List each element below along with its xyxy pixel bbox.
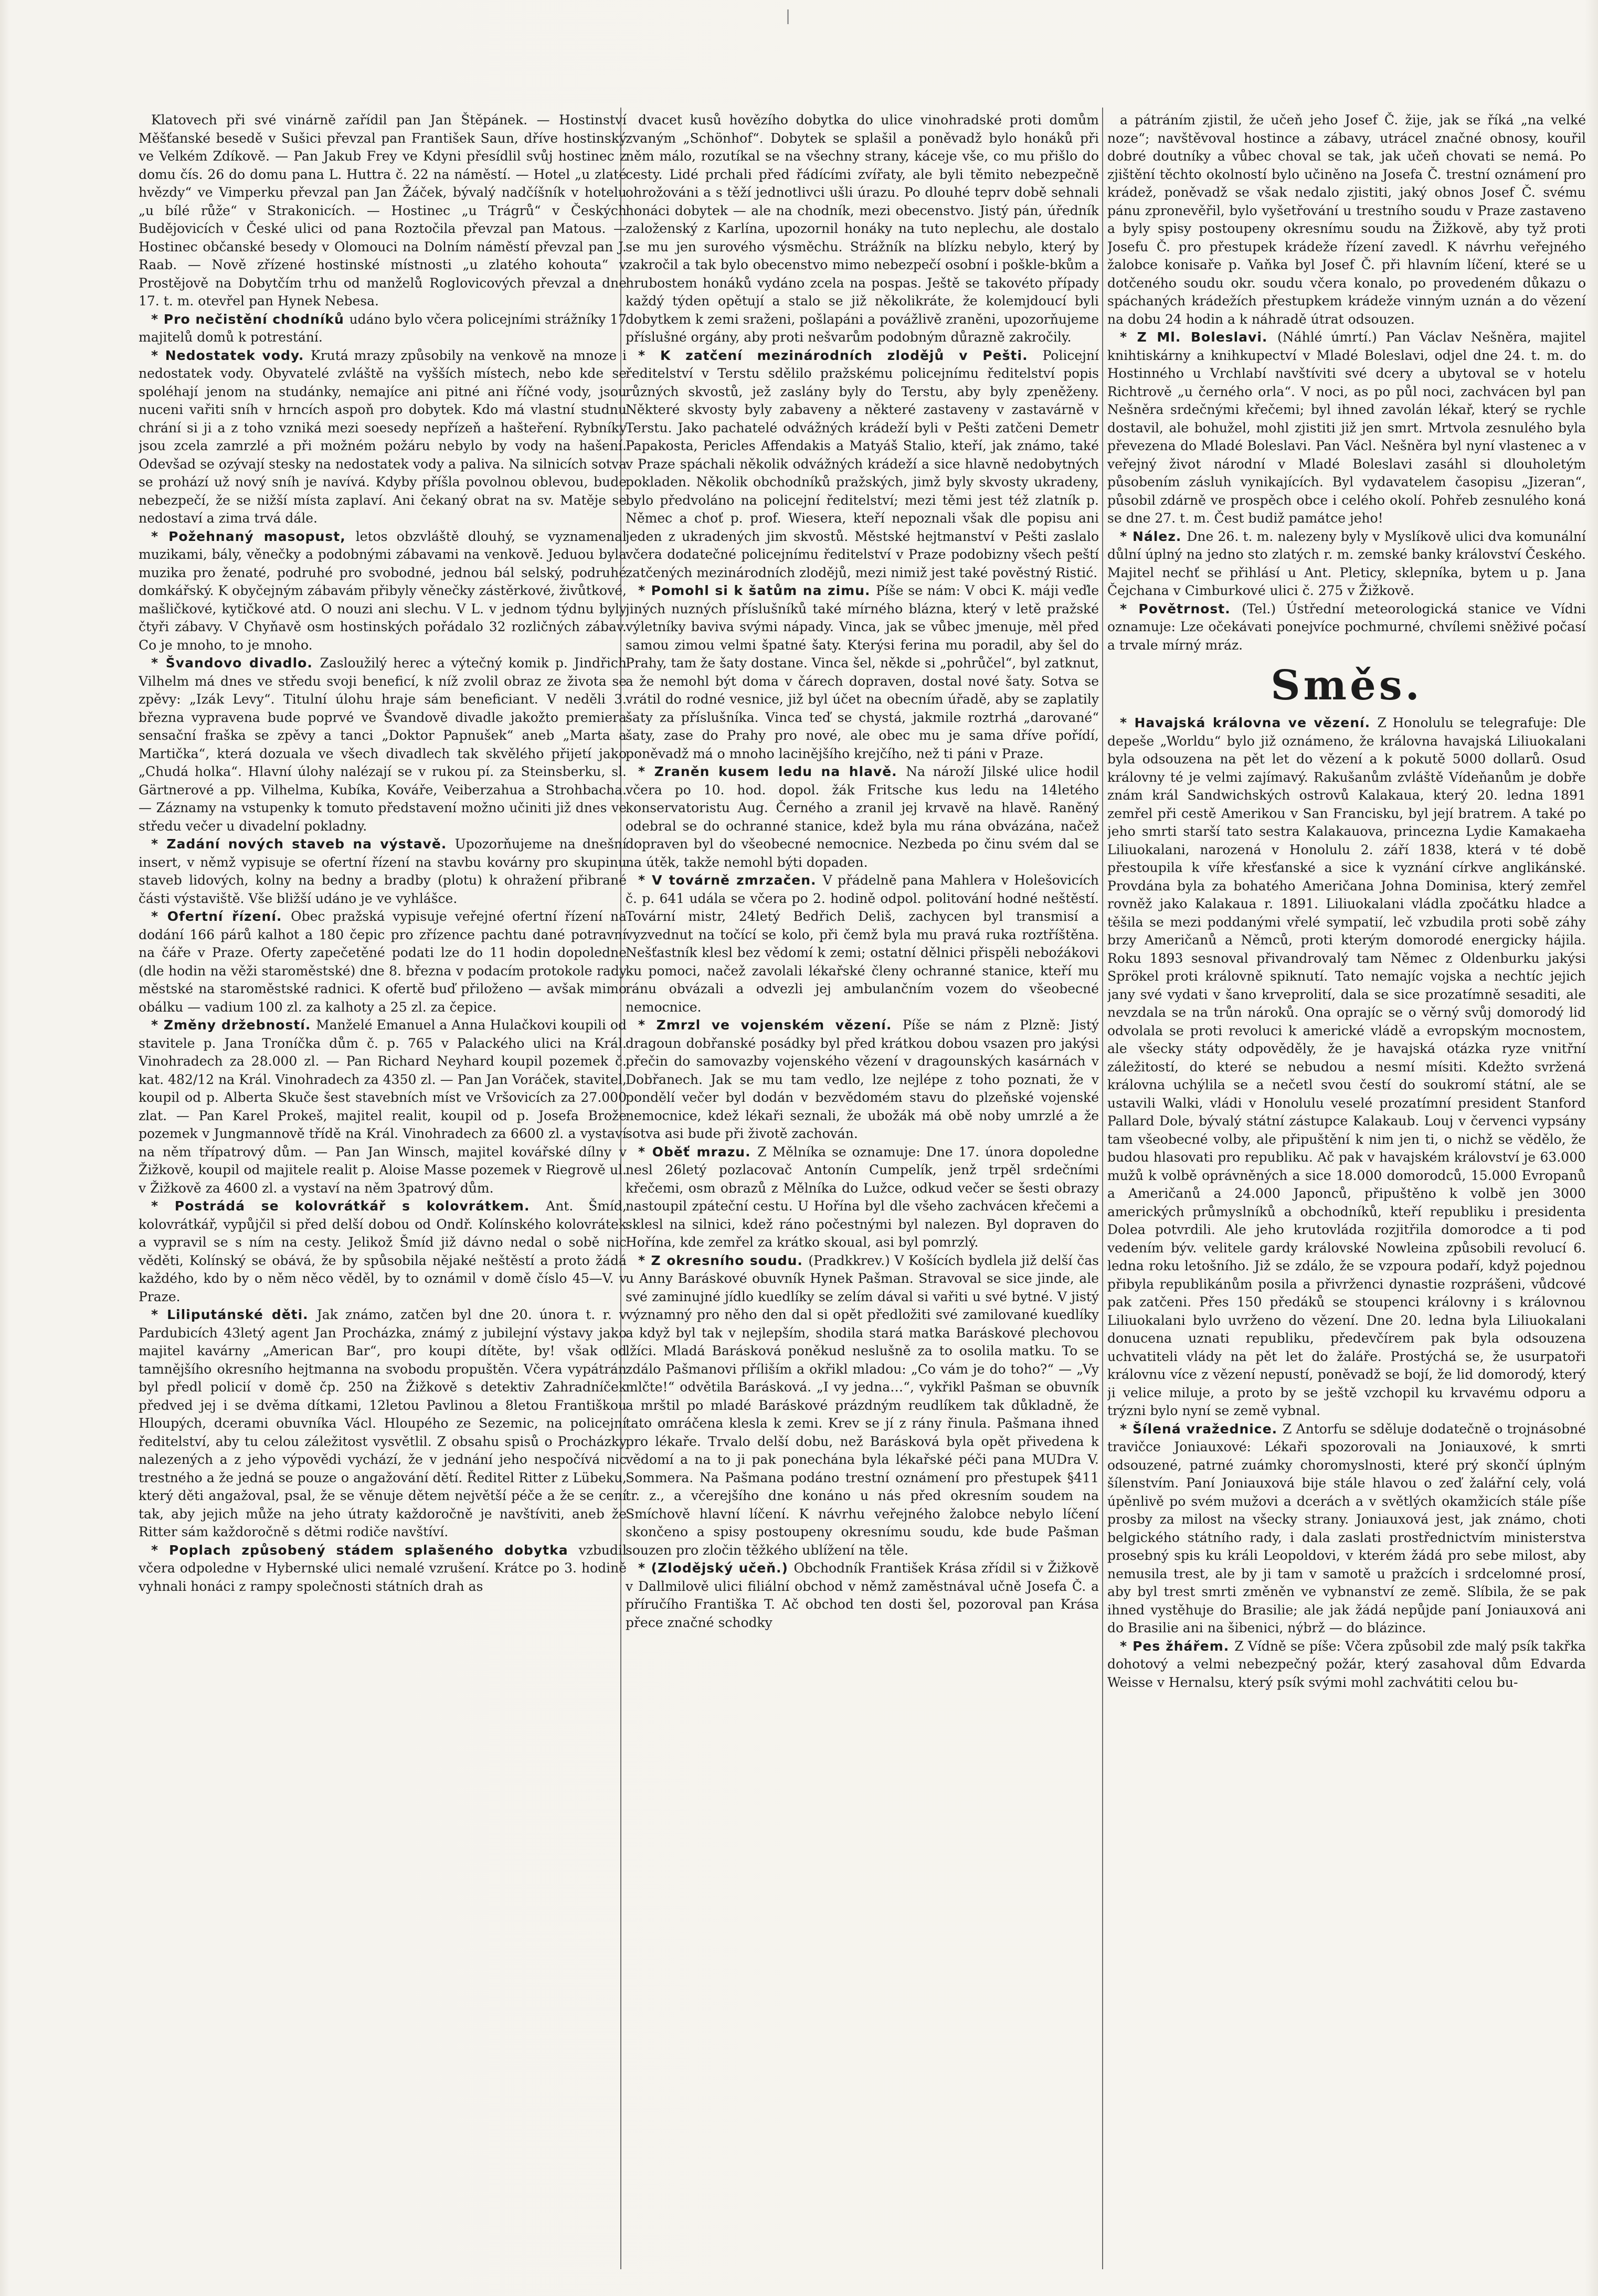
article-headline: * Z okresního soudu.	[638, 1252, 809, 1268]
article-body: a pátráním zjistil, že učeň jeho Josef Č. žije, jak se říká „na velké noze“; navštěvoval hostince a zábavy, utrácel značné obnosy, kouřil dobré doutníky a vůbec choval se tak, jak učeň chovati se nemá. Po zjištění těchto okolností bylo učiněno na Josefa Č. trestní oznámení pro krádež, poněvadž se však nedalo zjistiti, jaký obnos Josef Č. svému pánu zpronevěřil, bylo vyšetřování u trestního soudu v Praze zastaveno a byly spisy postoupeny okresnímu soudu na Žižkově, aby tyž proti Josefu Č. pro přestupek krádeže řízení zavedl. K návrhu veřejného žalobce konisaře p. Vaňka byl Josef Č. při hlavním líčení, které se u dotčeného soudu okr. soudu včera konalo, po provedeném důkazu o spáchaných krádežích přestupkem krádeže vinným uznán a do vězení na dobu 24 hodin a k náhradě útrat odsouzen.	[1107, 112, 1586, 327]
article-body: Obchodník František Krása zřídil si v Žižkově v Dallmilově ulici filiální obchod v němž zaměstnával učně Josefa Č. a příručího Františka T. Ač obchod ten dosti šel, pozoroval pan Krása přece značné schodky	[626, 1560, 1099, 1630]
article-body: Dne 26. t. m. nalezeny byly v Myslíkově ulici dva komunální důlní úplný na jedno sto zlatých r. m. zemské banky království Českého. Majitel nechť se přihlásí u Ant. Pleticy, sklepníka, bytem u p. Jana Čejchana v Cimburkové ulici č. 275 v Žižkově.	[1107, 528, 1586, 598]
article-paragraph	[626, 111, 1099, 347]
article-paragraph	[626, 1252, 1099, 1560]
article-headline: * Švandovo divadlo.	[151, 655, 320, 671]
article-paragraph	[139, 1542, 627, 1596]
article-headline: * V továrně zmrzačen.	[638, 873, 823, 888]
article-body: vzbudil včera odpoledne v Hybernské ulici nemalé vzrušení. Krátce po 3. hodině vyhnali honáci z rampy společnosti státních drah as	[139, 1542, 627, 1594]
article-paragraph	[626, 1143, 1099, 1252]
column-1	[139, 111, 627, 2268]
article-body: Na nároží Jilské ulice hodil včera po 10. hod. dopol. žák Fritsche kus ledu na 14letého konservatoristu Aug. Černého a zranil jej krvavě na hlavě. Raněný odebral se do ochranné stanice, kdež byla mu rána obvázána, načež dopraven byl do všeobecné nemocnice. Nezbeda po činu svém dal se na útěk, takže nemohl býti dopaden.	[626, 764, 1099, 870]
article-headline: * Nález.	[1120, 528, 1187, 544]
article-paragraph	[139, 1016, 627, 1197]
article-paragraph	[139, 654, 627, 835]
article-paragraph	[1107, 714, 1586, 1420]
article-body: Manželé Emanuel a Anna Hulačkovi koupili od stavitele p. Jana Troníčka dům č. p. 765 v Palackého ulici na Král. Vinohradech za 28.000 zl. — Pan Richard Neyhard koupil pozemek č. kat. 482/12 na Král. Vinohradech za 4350 zl. — Pan Jan Voráček, stavitel, koupil od p. Alberta Skuče šest stavebních míst ve Vršovicích za 27.000 zlat. — Pan Karel Prokeš, majitel realit, koupil od p. Josefa Brože pozemek v Jungmannově třídě na Král. Vinohradech za 6600 zl. a vystaví na něm třípatrový dům. — Pan Jan Winsch, majitel kovářské dílny v Žižkově, koupil od majitele realit p. Aloise Masse pozemek v Riegrově ul. v Žižkově za 4600 zl. a vystaví na něm 3patrový dům.	[139, 1017, 627, 1196]
article-paragraph	[139, 908, 627, 1016]
article-headline: * Pes žhářem.	[1120, 1638, 1235, 1654]
article-headline: * Zadání nových staveb na výstavě.	[151, 836, 455, 852]
article-headline: * Povětrnost.	[1120, 601, 1242, 616]
article-paragraph	[1107, 528, 1586, 600]
article-body: Zasloužilý herec a výtečný komik p. Jindřich Vilhelm má dnes ve středu svoji beneficí, k níž zvolil obraz ze života se zpěvy: „Izák Levy“. Titulní úlohu hraje sám beneficiant. V neděli 3. března vypravena bude poprvé ve Švandově divadle jakožto premiera sensační fraška se zpěvy a tanci „Doktor Papnušek“ aneb „Marta a Martička“, která dozuala ve všech divadlech tak skvělého přijetí jako „Chudá holka“. Hlavní úlohy nalézají se v rukou pí. za Steinsberku, sl. Gärtnerové a pp. Vilhelma, Kubíka, Kováře, Veiberzahua a Strohbacha. — Záznamy na vstupenky k tomuto představení možno učiniti již dnes ve středu večer u divadelní pokladny.	[139, 655, 627, 834]
article-headline: * (Zlodějský učeň.)	[638, 1560, 794, 1576]
article-paragraph	[626, 871, 1099, 1016]
article-body: Upozorňujeme na dnešní insert, v němž vypisuje se ofertní řízení na stavbu kovárny pro skupinu staveb lidových, kolny na bedny a bradby (plotu) k ohražení přibrané části výstaviště. Vše bližší udáno je ve vyhlášce.	[139, 836, 627, 906]
article-paragraph	[626, 347, 1099, 582]
article-paragraph	[626, 582, 1099, 763]
article-paragraph	[139, 311, 627, 347]
article-paragraph	[139, 347, 627, 528]
article-paragraph	[139, 1197, 627, 1306]
article-body: Z Antorfu se sděluje dodatečně o trojnásobné travičce Joniauxové: Lékaři spozorovali na Joniauxové, k smrti odsouzené, patrné zuámky choromyslnosti, které prý skončí úplným šílenstvím. Paní Joniauxová bije stále hlavou o zeď žalářní cely, volá úpěnlivě po svém mužovi a dcerách a v světlých okamžicích stále píše prosby za milost na všecky strany. Joniauxová jest, jak známo, choti belgického státního rady, i dala zaslati prostřednictvím ministerstva prosebný spis ku králi Leopoldovi, v kterém žádá pro sebe milost, aby nemusila trest, ale by ji tam v samotě u pražcích i srdcelomné prosí, aby byl trest smrti změněn ve vybnanství ze země. Slíbila, že se pak ihned vystěhuje do Brasilie; ale jak žádá nepůjde paní Joniauxová ani do Brasilie ani na šibenici, nýbrž — do blázince.	[1107, 1421, 1586, 1635]
article-headline: * Zraněn kusem ledu na hlavě.	[638, 764, 906, 779]
scan-mark	[787, 9, 789, 24]
article-paragraph	[626, 1016, 1099, 1143]
article-body: Klatovech při své vinárně zařídil pan Jan Štěpánek. — Hostinství Měšťanské besedě v Sušici převzal pan František Saun, dříve hostinský ve Velkém Zdíkově. — Pan Jakub Frey ve Kdyni přesídlil svůj hostinec z domu čís. 26 do domu pana L. Huttra č. 22 na náměstí. — Hotel „u zlaté hvězdy“ ve Vimperku převzal pan Jan Žáček, bývalý nadčíšník v hotelu „u bílé růže“ v Strakonicích. — Hostinec „u Trágrů“ v Českých Budějovicích v České ulici od pana Roztočila převzal pan Matous. — Hostinec občanské besedy v Olomouci na Dolním náměstí převzal pan J. Raab. — Nově zřízené hostinské místnosti „u zlatého kohouta“ v Prostějově na Dobytčím trhu od manželů Roglovicových převzal a dne 17. t. m. otevřel pan Hynek Nebesa.	[139, 112, 627, 309]
article-body: udáno bylo včera policejními strážníky 17 majitelů domů k potrestání.	[139, 311, 627, 345]
article-body: Jak známo, zatčen byl dne 20. února t. r. v Pardubicích 43letý agent Jan Procházka, známý z jubilejní výstavy jako majitel kavárny „American Bar“, pro koupi dítěte, by! však od tamnějšího okresního hejtmanna na svobodu propuštěn. Včera vypátrán byl předl policií v domě čp. 250 na Žižkově s detektiv Zahradníček předved jej i se dvěma dítkami, 12letou Pavlinou a 8letou Františkou Hloupých, dcerami obuvníka Václ. Hloupého ze Sezemic, na policejní ředitelství, aby tu celou záležitost vysvětlil. Z obsahu spisů o Procházky nalezených a z jeho výpovědi vychází, že v jednání jeho nespočívá nic trestného a že jedná se pouze o angažování dětí. Ředitel Ritter z Lübeku, který děti angažoval, psal, že se věnuje dětem největší péče a že se cení tak, aby jejich může na jeho útraty každoročně je navštíviti, aneb že Ritter sám každoročně s dětmi rodiče navštíví.	[139, 1307, 627, 1539]
article-paragraph	[139, 111, 627, 311]
article-body: Obec pražská vypisuje veřejné ofertní řízení na dodání 166 párů kalhot a 180 čepic pro zřízence pachtu dané potravní na čáře v Praze. Oferty zapečetěné podati lze do 11 hodin dopoledne (dle hodin na věži staroměstské) dne 8. března v podacím protokole rady městské na staroměstské radnici. K ofertě buď přiloženo — avšak mimo obálku — vadium 100 zl. za kalhoty a 25 zl. za čepice.	[139, 909, 627, 1015]
article-headline: * Požehnaný masopust,	[151, 528, 356, 544]
article-headline: * Oběť mrazu.	[638, 1144, 758, 1160]
article-paragraph	[1107, 111, 1586, 328]
article-headline: * Zmrzl ve vojenském vězení.	[638, 1017, 903, 1033]
article-body: (Tel.) Ústřední meteorologická stanice ve Vídni oznamuje: Lze očekávati ponejvíce pochmurné, chvílemi sněživé počasí a trvale mírný mráz.	[1107, 601, 1586, 653]
column-rule	[1102, 108, 1103, 2269]
section-heading: Směs.	[1271, 662, 1423, 709]
article-body: Píše se nám z Plzně: Jistý dragoun dobřanské posádky byl před krátkou dobou vsazen pro jakýsi přečin do samovazby vojenského vězení v dragounských kasárnách v Dobřanech. Jak se mu tam vedlo, lze nejlépe z toho poznati, že v pondělí večer byl dodán v bezvědomém stavu do plzeňské vojenské nemocnice, kdež lékaři seznali, že ubožák má obě noby umrzlé a že sotva asi bude při životě zachován.	[626, 1017, 1099, 1141]
article-paragraph	[139, 1306, 627, 1542]
article-paragraph	[626, 1559, 1099, 1632]
article-headline: * Šílená vražednice.	[1120, 1421, 1283, 1437]
article-body: Policejní ředitelství v Terstu sdělilo pražskému policejnímu ředitelství popis různých skvostů, jež zaslány byly do Terstu, aby byly zpeněženy. Některé skvosty byly zabaveny a některé zastaveny v zastavárně v Terstu. Jako pachatelé odvážných krádeží byli v Pešti zatčeni Demetr Papakosta, Pericles Affendakis a Matyáš Stalio, kteří, jak známo, také v Praze spáchali několik odvážných krádeží a sice hlavně nedobytných pokladen. Několik obchodníků pražských, jimž byly skvosty ukradeny, bylo předvoláno na policejní ředitelství; mezi těmi jest též zlatník p. Němec a choť p. prof. Wiesera, kteří nepoznali však dle popisu ani jeden z ukradených jim skvostů. Městské hejtmanství v Pešti zaslalo včera dodatečné policejnímu ředitelství v Praze podobizny všech peští zatčených mezinárodních zlodějů, mezi nimiž jest také pověstný Ristić.	[626, 347, 1099, 580]
article-body: V přádelně pana Mahlera v Holešovicích č. p. 641 udála se včera po 2. hodině odpol. politování hodné neštěstí. Tovární mistr, 24letý Bedřich Deliš, zachycen byl transmisí a vyzvednut na točící se kolo, při čemž byla mu pravá ruka roztříštěna. Nešťastník klesl bez vědomí k zemi; ostatní dělnici přispěli neboźákovi ku pomoci, načež zavolali lékařské členy ochranné stanice, kteří mu ránu obvázali a odvezli jej ambulančním vozem do všeobecné nemocnice.	[626, 873, 1099, 1015]
article-paragraph	[1107, 1638, 1586, 1692]
article-headline: * Ofertní řízení.	[151, 909, 291, 924]
article-headline: * Postrádá se kolovrátkář s kolovrátkem.	[151, 1198, 546, 1214]
article-paragraph	[139, 528, 627, 655]
article-paragraph	[1107, 600, 1586, 655]
article-paragraph	[1107, 328, 1586, 528]
article-paragraph	[139, 835, 627, 908]
article-body: Ant. Šmíd, kolovrátkář, vypůjčil si před delší dobou od Ondř. Kolínského kolovrátek a vypravil se s ním na cesty. Jelikož Šmíd již dávno nedal o sobě nic věděti, Kolínský se obává, že by spůsobila nějaké neštěstí a proto žádá každého, kdo by o něm něco věděl, by to oznámil v domě číslo 45—V. v Praze.	[139, 1198, 627, 1304]
article-headline: * Poplach způsobený stádem splašeného dobytka	[151, 1542, 579, 1558]
article-body: Z Mělníka se oznamuje: Dne 17. února dopoledne nesl 26letý pozlacovač Antonín Cumpelík, jenž trpěl srdečními křečemi, osm obrazů z Mělníka do Lužce, odkud večer se šesti obrazy nastoupil zpáteční cestu. U Hořína byl dle všeho zachvácen křečemi a sklesl na silnici, kdež ráno počestnými byl nalezen. Byl dopraven do Hořína, kde zemřel za krátko skoual, asi byl pomrzlý.	[626, 1144, 1099, 1250]
article-paragraph	[626, 763, 1099, 871]
article-headline: * Liliputánské děti.	[151, 1307, 317, 1322]
column-2	[626, 111, 1099, 2268]
article-body: (Pradkkrev.) V Košících bydlela již delší čas u Anny Baráskové obuvník Hynek Pašman. Stravoval se sice jinde, ale své zaminujné jídlo kuedlíky se zelím dával si vařiti u své bytné. V jistý významný pro něho den dal si opět předložiti své zamilované kuedlíky a když byl tak v nejlepším, shodila stará matka Baráskové plechovou lžíci. Mladá Barásková poněkud neslušně za to osolila matku. To se zdálo Pašmanovi příliším a okřikl mladou: „Co vám je do toho?“ — „Vy mlčte!“ odvětila Barásková. „I vy jedna…“, vykřikl Pašman se obuvník a mrštil po mladé Baráskové prázdným reudlíkem tak důkladně, že tato omráčena klesla k zemi. Krev se jí z rány řinula. Pašmana ihned pro lékaře. Trvalo delší dobu, než Barásková byla opět přivedena k vědomí a na to ji pak ponechána byla lékařské péči pana MUDra V. Sommera. Na Pašmana podáno trestní oznámení pro přestupek §411 tr. z., a včerejšího dne konáno u nás před okresním soudem na Smíchově hlavní líčení. K návrhu veřejného žalobce nebylo líčení skončeno a spisy postoupeny okresnímu soudu, kde bude Pašman souzen pro zločin těžkého ublížení na těle.	[626, 1252, 1099, 1558]
article-body: letos obzvláště dlouhý, se vyznamenal muzikami, bály, věnečky a podobnými zábavami na venkově. Jeduou byla muzika pro ženaté, podruhé pro svobodné, jednou bál selský, podruhé domkářský. K obyčejným zábavám přibyly věnečky zástěrkové, živůtkové, mašličkové, kytičkové atd. O nouzi ani slechu. V L. v jednom týdnu byly čtyři zábavy. V Chyňavě osm hostinských pořádalo 32 rozličných zábav. Co je mnoho, to je mnoho.	[139, 528, 627, 653]
article-headline: * K zatčení mezinárodních zlodějů v Pešti.	[638, 347, 1043, 363]
article-body: Z Vídně se píše: Včera způsobil zde malý psík takřka dohotový a velmi nebezpečný požár, který zasahoval dům Edvarda Weisse v Hernalsu, který psík svými mohl zachvátiti celou bu-	[1107, 1638, 1586, 1690]
column-3	[1107, 111, 1586, 2268]
article-headline: * Pro nečistění chodníků	[151, 311, 350, 327]
article-headline: * Havajská královna ve vězení.	[1120, 715, 1378, 730]
article-headline: * Změny držebností.	[151, 1017, 316, 1033]
article-body: Píše se nám: V obci K. máji veďle jiných nuzných příslušníků také mírného blázna, který v letě pražské výletníky baviva svými nápady. Vinca, jak se vůbec jmenuje, měl před samou zimou velmi špatné šaty. Kterýsi ferina mu poradil, aby šel do Prahy, tam že šaty dostane. Vinca šel, někde si „pohrůčel“, byl zatknut, a že nemohl být doma v čárech dopraven, dostal nové šaty. Sotva se vrátil do rodné vesnice, již byl účet na obecním úřadě, aby se zaplatily šaty za příslušníka. Vinca teď se chystá, jakmile roztrhá „darované“ šaty, zase do Prahy pro nové, ale obec mu je sama dříve pořídí, poněvadž má o mnoho lacinějšího krejčího, než ti páni v Praze.	[626, 583, 1099, 761]
article-headline: * Nedostatek vody.	[151, 347, 311, 363]
article-headline: * Pomohl si k šatům na zimu.	[638, 583, 876, 598]
article-body: dvacet kusů hovězího dobytka do ulice vinohradské proti domům zvaným „Schönhof“. Dobytek se splašil a poněvadž bylo honáků při něm málo, rozutíkal se na všechny strany, káceje vše, co mu přišlo do cesty. Lidé prchali před řádícími zvířaty, ale byli těmito nebezpečně ohrožováni a s těží jednotlivci ušli úrazu. Po dlouhé teprv době sehnali honáci dobytek — ale na chodník, mezi obecenstvo. Jistý pán, úředník založenský z Karlína, upozornil honáky na tuto neplechu, ale dostalo se mu jen surového výsměchu. Strážník na blízku nebylo, který by zakročil a tak bylo obecenstvo mimo nebezpečí osobní i poškle-bkům a hrubostem honáků vydáno zcela na pospas. Ještě se takovéto případy každý týden opětují a stalo se již několikráte, že kolemjdoucí byli dobytkem k zemi sraženi, pošlapáni a povážlivě zraněni, upozorňujeme příslušné orgány, aby proti nešvarům podobným důrazně zakročily.	[626, 112, 1099, 345]
article-paragraph	[1107, 1420, 1586, 1638]
article-body: (Náhlé úmrtí.) Pan Václav Nešněra, majitel knihtiskárny a knihkupectví v Mladé Boleslavi, odjel dne 24. t. m. do Hostinného u Vrchlabí navštíviti své dcery a ubytoval se v hotelu Richtrově „u černého orla“. V noci, as po půl noci, zachvácen byl pan Nešněra srdečnými křečemi; byl ihned zavolán lékař, který se rychle dostavil, ale bohužel, mohl zjistiti již jen smrt. Mrtvola zesnulého byla převezena do Mladé Boleslavi. Pan Václ. Nešněra byl nyní vlastenec a v veřejný život národní v Mladé Boleslavi zasáhl si dlouholetým působením zásluh vynikajících. Byl vydavatelem časopisu „Jizeran“, působil zdárně ve prospěch obce i celého okolí. Pohřeb zesnulého koná se dne 27. t. m. Čest budiž památce jeho!	[1107, 329, 1586, 526]
article-headline: * Z Ml. Boleslavi.	[1120, 329, 1278, 345]
article-body: Z Honolulu se telegrafuje: Dle depeše „Worldu“ bylo již oznámeno, že královna havajská Liliuokalani byla odsouzena na pět let do vězení a k pokutě 5000 dollarů. Osud královny té je velmi zajímavý. Rakušanům zvláště Vídeňanům je dobře znám král Sandwichských ostrovů Kalakaua, který 20. ledna 1891 zemřel při cestě Amerikou v San Francisku, byl její bratrem. A také po jeho smrti starší tato sestra Kalakauova, princezna Lydie Kamakaeha Liliuokalani, narozená v Honolulu 2. září 1838, která v té době přestoupila k víře křesťanské a sice k vyznání církve anglikánské. Provdána byla za bohatého Američana Johna Dominisa, který zemřel rovněž jako Kalakaua r. 1891. Liliuokalani vládla zpočátku hladce a těšila se mezi poddanými vřelé sympatií, leč vzbudila proti sobě záhy brzy Američanů a Němců, proti kterým domorodé energicky hájila. Roku 1893 sesnoval přivandrovalý tam Němec z Oldenburku jakýsi Sprökel proti královně spiknutí. Tato nemajíc vojska a nechtíc jejich jany své vydati v šano krveprolití, dala se sice prozatímně sesaditi, ale nevzdala se na trůn nároků. Ona oprajíc se o věrný svůj domorodý lid odvolala se proti revoluci k americké vládě a evropským mocnostem, ale všecky státy odpověděly, že je havajská otázka ryze vnitřní záležitostí, do které se nebudou a nesmí mísiti. Kdežto svržená královna uchýlila se a nečetl svou čestí do soukromí státní, ale se ustavili Walki, vládi v Honolulu veselé prozatímní president Stanford Pallard Dole, bývalý státní zástupce Kalakaub. Louj v červenci vypsány tam všeobecné volby, ale připuštění k nim jen ti, o nichž se vědělo, že budou hlasovati pro republiku. Ač pak v havajském království je 63.000 mužů k volbě oprávněných a sice 18.000 domorodců, 15.000 Evropanů a Američanů a 24.000 Japonců, připuštěno k volbě jen 3000 amerických průmyslníků a obchodníků, kteří republiku i presidenta Dolea potvrdili. Ale jeho krutovláda rozjitřila domorodce a ti pod vedením býv. velitele gardy královské Nowleina způsobili revolucí 6. ledna roku letošního. Již se zdálo, že se vzpoura podaří, když pojednou přibyla republikánům posila a přivrženci dynastie rozprášeni, vůdcové pak zatčeni. Přes 150 předáků se stoupenci královny i s královnou Liliuokalani bylo uvrženo do vězení. Dne 20. ledna byla Liliuokalani donucena uznati republiku, předevčírem pak byla odsouzena uchvatiteli vlády na pět let do žaláře. Prostýchá se, že usurpatoři královnu více z vězení nepustí, poněvadž se bojí, že lid domorodý, který ji velice miluje, a proto by se ještě vzchopil ku krvavému odporu a trýzni bylo nyní se země vybnal.	[1107, 715, 1586, 1418]
article-body: Krutá mrazy způsobily na venkově na mnoze i nedostatek vody. Obyvatelé zvláště na vyšších místech, nebo kde se spoléhají jenom na studánky, nemajíce ani pitné ani říčné vody, jsou nuceni vařiti sníh v hrncích aspoň pro dobytek. Kdo má vlastní studnu chrání si ji a z toho vzniká mezi soesedy nepřízeň a hašteření. Rybníky jsou zcela zamrzlé a při možném požáru nebylo by vody na hašení. Odevšad se ozývají stesky na nedostatek vody a paliva. Na silnicích sotva se prohází už nový sníh je navívá. Kdyby příšla povolnou oblevou, bude nebezpečí, že se nižší místa zaplaví. Ani čekaný obrat na sv. Matěje se nedostaví a zima trvá dále.	[139, 347, 627, 526]
